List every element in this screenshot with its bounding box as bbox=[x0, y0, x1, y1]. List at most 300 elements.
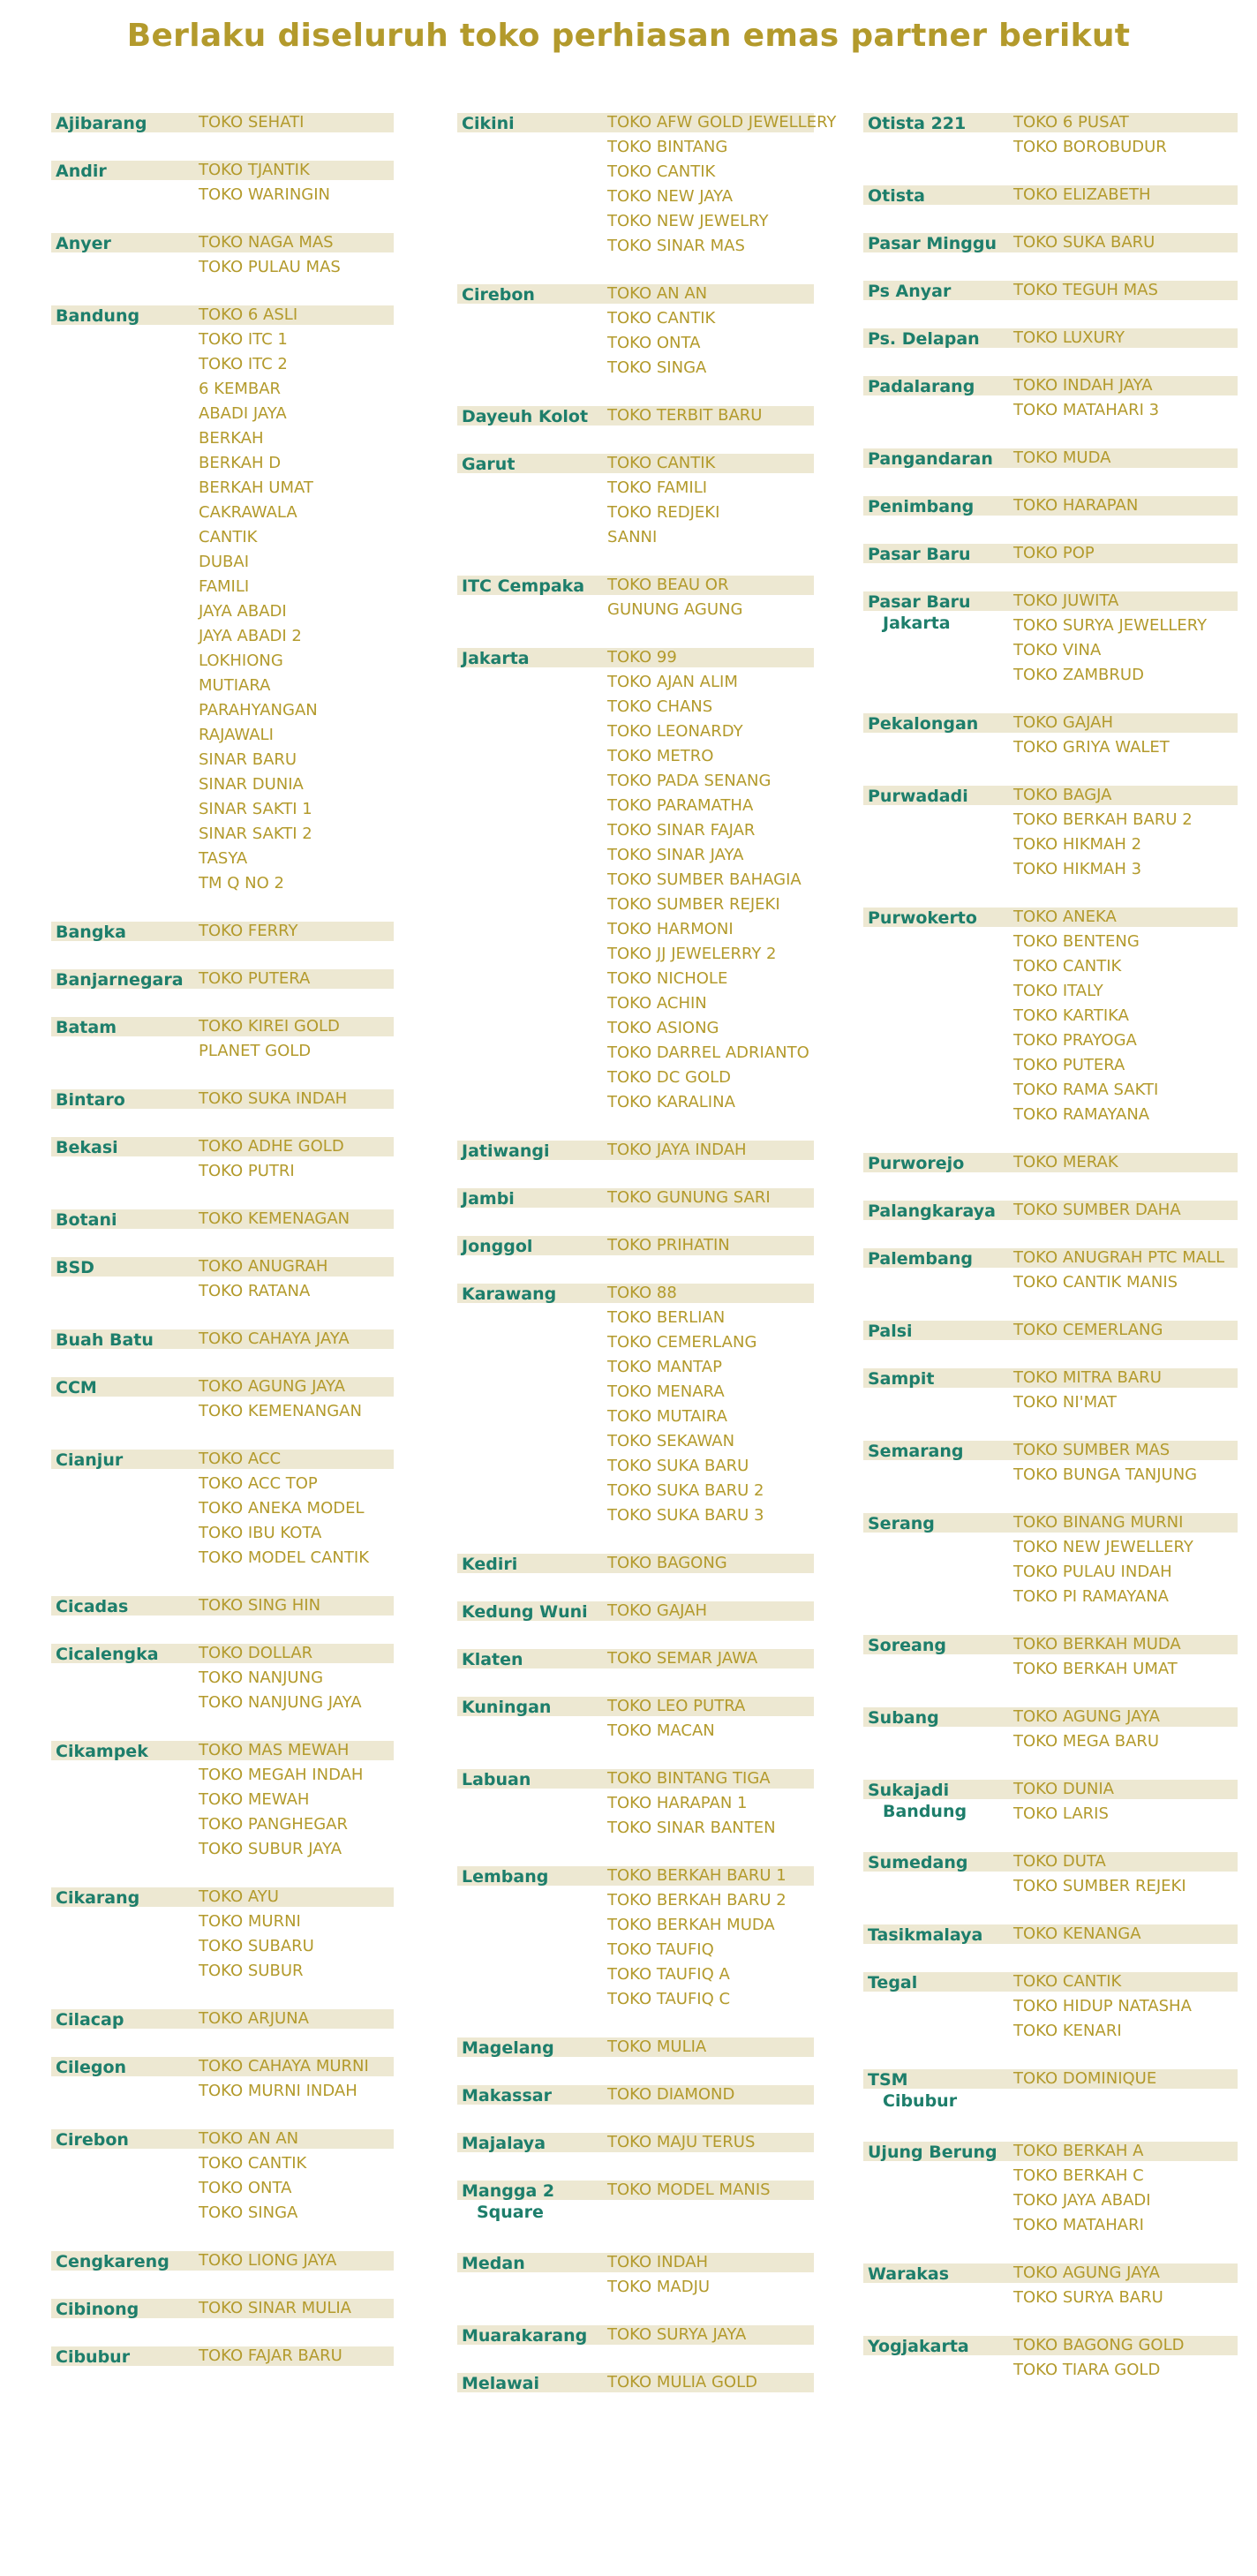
city-name: Purwokerto bbox=[868, 908, 977, 928]
store-list bbox=[1013, 233, 1155, 258]
store-name: TOKO TAUFIQ bbox=[607, 1940, 714, 1959]
store-name: TOKO KENANGA bbox=[1013, 1924, 1141, 1943]
store-name: TOKO MURNI bbox=[199, 1912, 301, 1931]
city-group bbox=[51, 1137, 394, 1186]
store-name: TOKO CEMERLANG bbox=[607, 1333, 757, 1352]
store-name: TOKO MITRA BARU bbox=[1013, 1368, 1162, 1387]
store-name: TOKO METRO bbox=[607, 747, 714, 765]
store-list bbox=[199, 1329, 350, 1354]
store-name: TOKO TEGUH MAS bbox=[1013, 281, 1158, 299]
store-name: TOKO ANUGRAH bbox=[199, 1257, 328, 1276]
city-group bbox=[51, 2057, 394, 2106]
city-group bbox=[51, 2299, 394, 2324]
store-name: TASYA bbox=[199, 849, 248, 868]
city-name: Ujung Berung bbox=[868, 2143, 997, 2162]
city-group bbox=[863, 713, 1238, 763]
store-name: TOKO PUTERA bbox=[1013, 1056, 1125, 1074]
store-name: TOKO MODEL MANIS bbox=[607, 2181, 771, 2199]
city-name: Dayeuh Kolot bbox=[462, 407, 589, 426]
city-name: Kedung Wuni bbox=[462, 1602, 588, 1622]
store-list bbox=[199, 1644, 362, 1718]
city-group bbox=[51, 305, 394, 899]
store-list bbox=[607, 1866, 787, 2015]
store-name: TOKO LARIS bbox=[1013, 1804, 1109, 1823]
city-name: Ps. Delapan bbox=[868, 329, 980, 349]
store-name: SINAR SAKTI 2 bbox=[199, 825, 312, 843]
store-list bbox=[199, 2057, 369, 2106]
store-name: TOKO SUKA INDAH bbox=[199, 1089, 348, 1108]
store-name: TOKO SURYA BARU bbox=[1013, 2288, 1163, 2307]
store-name: TOKO NAGA MAS bbox=[199, 233, 334, 252]
store-name: TOKO MADJU bbox=[607, 2278, 711, 2296]
city-name: Buah Batu bbox=[56, 1330, 154, 1350]
city-name: Cianjur bbox=[56, 1450, 124, 1470]
store-name: TOKO REDJEKI bbox=[607, 503, 720, 522]
city-group bbox=[457, 454, 814, 553]
store-name: TOKO BERKAH A bbox=[1013, 2142, 1144, 2160]
city-group bbox=[457, 1284, 814, 1531]
store-list bbox=[199, 305, 318, 899]
city-group bbox=[863, 1513, 1238, 1612]
city-group bbox=[51, 113, 394, 138]
store-name: TOKO AGUNG JAYA bbox=[199, 1377, 345, 1396]
store-name: TOKO NI'MAT bbox=[1013, 1393, 1118, 1412]
city-group bbox=[863, 908, 1238, 1130]
city-group bbox=[863, 233, 1238, 258]
store-name: TOKO ZAMBRUD bbox=[1013, 666, 1144, 684]
store-name: CAKRAWALA bbox=[199, 503, 297, 522]
store-name: TOKO NEW JAYA bbox=[607, 187, 734, 206]
city-group bbox=[863, 1852, 1238, 1902]
city-group bbox=[457, 2253, 814, 2302]
store-name: BERKAH UMAT bbox=[199, 478, 313, 497]
store-name: JAYA ABADI bbox=[199, 602, 287, 621]
city-name: Pasar Baru bbox=[868, 545, 971, 564]
city-name: Cirebon bbox=[56, 2130, 129, 2150]
city-group bbox=[457, 1601, 814, 1626]
city-group bbox=[51, 2129, 394, 2228]
city-name: Cikarang bbox=[56, 1888, 140, 1908]
city-name: Labuan bbox=[462, 1770, 531, 1789]
store-list bbox=[607, 1236, 730, 1261]
city-group bbox=[457, 1866, 814, 2015]
city-group bbox=[863, 1635, 1238, 1684]
store-name: TOKO SINGA bbox=[607, 358, 707, 377]
store-name: 6 KEMBAR bbox=[199, 380, 282, 398]
store-name: MUTIARA bbox=[199, 676, 271, 695]
city-group bbox=[51, 1089, 394, 1114]
store-name: TOKO AJAN ALIM bbox=[607, 673, 738, 691]
store-list bbox=[1013, 448, 1110, 473]
store-name: ABADI JAYA bbox=[199, 404, 287, 423]
city-group bbox=[51, 161, 394, 210]
store-name: TOKO ONTA bbox=[199, 2179, 292, 2197]
store-name: TOKO MATAHARI bbox=[1013, 2216, 1144, 2234]
city-group bbox=[863, 1780, 1238, 1829]
store-name: TOKO SURYA JAYA bbox=[607, 2325, 747, 2344]
store-name: TOKO ACC TOP bbox=[199, 1474, 318, 1493]
store-list bbox=[199, 1887, 314, 1986]
store-name: TOKO PANGHEGAR bbox=[199, 1815, 348, 1834]
store-list bbox=[1013, 1635, 1181, 1684]
store-name: TOKO SUMBER BAHAGIA bbox=[607, 870, 802, 889]
city-group bbox=[457, 2325, 814, 2350]
city-group bbox=[457, 1236, 814, 1261]
store-name: TOKO KARALINA bbox=[607, 1093, 735, 1111]
store-list bbox=[199, 969, 310, 994]
city-group bbox=[51, 1377, 394, 1427]
store-name: TOKO POP bbox=[1013, 544, 1095, 562]
city-name: Subang bbox=[868, 1708, 939, 1728]
city-name: Pasar Baru bbox=[868, 592, 971, 612]
store-name: TOKO LIONG JAYA bbox=[199, 2251, 337, 2270]
store-name: TOKO MACAN bbox=[607, 1721, 715, 1740]
store-name: TM Q NO 2 bbox=[199, 874, 284, 893]
city-name: Kediri bbox=[462, 1555, 518, 1574]
store-name: TOKO SURYA JEWELLERY bbox=[1013, 616, 1208, 635]
city-name: Soreang bbox=[868, 1636, 946, 1655]
city-name: Klaten bbox=[462, 1650, 523, 1669]
store-name: TOKO INDAH JAYA bbox=[1013, 376, 1153, 395]
store-name: TOKO SUKA BARU bbox=[1013, 233, 1155, 252]
store-name: TOKO SUKA BARU bbox=[607, 1457, 749, 1475]
store-name: TOKO SUMBER MAS bbox=[1013, 1441, 1170, 1459]
city-name: Karawang bbox=[462, 1284, 557, 1304]
city-name: Makassar bbox=[462, 2086, 552, 2105]
store-name: TOKO HIKMAH 2 bbox=[1013, 835, 1142, 854]
store-name: TOKO ACC bbox=[199, 1450, 282, 1468]
store-name: TOKO NANJUNG bbox=[199, 1668, 324, 1687]
store-list bbox=[199, 922, 297, 946]
store-name: TOKO BAGJA bbox=[1013, 786, 1112, 804]
store-name: PARAHYANGAN bbox=[199, 701, 318, 719]
city-name: Penimbang bbox=[868, 497, 975, 516]
store-name: TOKO FERRY bbox=[199, 922, 298, 940]
city-group bbox=[863, 113, 1238, 162]
store-name: TOKO SUKA BARU 2 bbox=[607, 1481, 764, 1500]
store-name: JAYA ABADI 2 bbox=[199, 627, 302, 645]
store-name: TOKO PRIHATIN bbox=[607, 1236, 730, 1254]
store-list bbox=[199, 1450, 369, 1573]
store-list bbox=[1013, 908, 1158, 1130]
city-group bbox=[457, 2133, 814, 2158]
city-name: Cilegon bbox=[56, 2058, 127, 2077]
store-name: TOKO KEMENAGAN bbox=[199, 1209, 350, 1228]
store-list bbox=[1013, 1441, 1197, 1490]
city-name: Palembang bbox=[868, 1249, 973, 1269]
store-name: TOKO BAGONG GOLD bbox=[1013, 2336, 1185, 2354]
store-name: TOKO GRIYA WALET bbox=[1013, 738, 1170, 757]
store-list bbox=[1013, 1972, 1192, 2046]
store-list bbox=[199, 2009, 309, 2034]
store-list bbox=[1013, 1852, 1186, 1902]
store-list bbox=[1013, 113, 1167, 162]
city-group bbox=[863, 1972, 1238, 2046]
city-name: Cibinong bbox=[56, 2300, 139, 2319]
store-name: TOKO RAMAYANA bbox=[1013, 1105, 1150, 1124]
store-list bbox=[607, 1141, 747, 1165]
store-name: TOKO DUTA bbox=[1013, 1852, 1106, 1871]
store-list bbox=[607, 1284, 764, 1531]
store-list bbox=[607, 406, 762, 431]
city-group bbox=[51, 922, 394, 946]
store-name: TOKO SUBARU bbox=[199, 1937, 314, 1955]
store-name: TOKO PUTRI bbox=[199, 1162, 295, 1180]
city-name: Ps Anyar bbox=[868, 282, 952, 301]
store-name: TOKO PULAU INDAH bbox=[1013, 1563, 1172, 1581]
store-name: TOKO HIDUP NATASHA bbox=[1013, 1997, 1192, 2015]
city-group bbox=[457, 1769, 814, 1843]
city-name: Purwadadi bbox=[868, 787, 968, 806]
city-group bbox=[51, 1887, 394, 1986]
city-name: Magelang bbox=[462, 2038, 554, 2058]
store-name: TOKO CANTIK bbox=[607, 454, 716, 472]
store-list bbox=[1013, 1924, 1141, 1949]
store-name: TOKO SINAR FAJAR bbox=[607, 821, 756, 840]
city-group bbox=[863, 496, 1238, 521]
store-name: TOKO ITC 1 bbox=[199, 330, 288, 349]
city-name: Cicalengka bbox=[56, 1645, 159, 1664]
city-name: Pasar Minggu bbox=[868, 234, 997, 253]
store-name: TOKO JJ JEWELERRY 2 bbox=[607, 945, 777, 963]
store-name: TOKO BENTENG bbox=[1013, 932, 1140, 951]
store-name: TOKO AGUNG JAYA bbox=[1013, 2263, 1160, 2282]
store-name: TOKO PI RAMAYANA bbox=[1013, 1587, 1169, 1606]
store-name: BERKAH bbox=[199, 429, 264, 448]
city-name: Cikini bbox=[462, 114, 515, 133]
city-name: Bintaro bbox=[56, 1090, 125, 1110]
city-name: Sukajadi bbox=[868, 1781, 950, 1800]
city-name: Serang bbox=[868, 1514, 935, 1533]
store-name: TOKO GUNUNG SARI bbox=[607, 1188, 771, 1207]
store-name: TOKO SEHATI bbox=[199, 113, 305, 132]
city-name-line2: Bandung bbox=[883, 1802, 967, 1821]
store-list bbox=[607, 2181, 771, 2205]
store-list bbox=[1013, 1707, 1160, 1757]
city-name: Otista bbox=[868, 186, 925, 206]
city-group bbox=[51, 1450, 394, 1573]
city-name-line2: Cibubur bbox=[883, 2091, 958, 2111]
store-list bbox=[1013, 2263, 1163, 2313]
store-name: TOKO BOROBUDUR bbox=[1013, 138, 1167, 156]
city-group bbox=[863, 448, 1238, 473]
store-name: TOKO 99 bbox=[607, 648, 677, 667]
store-list bbox=[1013, 1248, 1224, 1298]
city-group bbox=[457, 1697, 814, 1746]
store-list bbox=[199, 1017, 340, 1066]
city-group bbox=[863, 1321, 1238, 1345]
store-name: TOKO MEWAH bbox=[199, 1790, 310, 1809]
store-name: TOKO PADA SENANG bbox=[607, 772, 772, 790]
city-group bbox=[457, 2085, 814, 2110]
city-name: Sumedang bbox=[868, 1853, 968, 1872]
city-name: TSM bbox=[868, 2070, 908, 2090]
city-name: Cengkareng bbox=[56, 2252, 169, 2271]
store-name: SINAR SAKTI 1 bbox=[199, 800, 312, 818]
store-name: TOKO CHANS bbox=[607, 697, 713, 716]
city-name: Jatiwangi bbox=[462, 1141, 550, 1161]
store-name: PLANET GOLD bbox=[199, 1042, 312, 1060]
store-name: TOKO BINANG MURNI bbox=[1013, 1513, 1184, 1532]
store-name: TOKO MURNI INDAH bbox=[199, 2082, 358, 2100]
store-name: TOKO LEONARDY bbox=[607, 722, 743, 741]
store-name: TOKO MAS MEWAH bbox=[199, 1741, 350, 1759]
store-list bbox=[607, 2373, 757, 2398]
city-name: Batam bbox=[56, 1018, 117, 1037]
store-list bbox=[199, 1209, 350, 1234]
city-group bbox=[51, 2009, 394, 2034]
store-list bbox=[1013, 544, 1095, 569]
store-name: TOKO ACHIN bbox=[607, 994, 707, 1013]
store-list bbox=[199, 2251, 336, 2276]
city-group bbox=[863, 1368, 1238, 1418]
store-name: TOKO ELIZABETH bbox=[1013, 185, 1151, 204]
store-name: TOKO DIAMOND bbox=[607, 2085, 735, 2104]
store-name: TOKO ASIONG bbox=[607, 1019, 719, 1037]
city-name: Lembang bbox=[462, 1867, 549, 1887]
store-name: TOKO SUBUR JAYA bbox=[199, 1840, 342, 1858]
store-name: TOKO MEGAH INDAH bbox=[199, 1766, 364, 1784]
store-name: TOKO HIKMAH 3 bbox=[1013, 860, 1142, 878]
city-name: Mangga 2 bbox=[462, 2181, 555, 2201]
store-name: TOKO BERKAH BARU 2 bbox=[607, 1891, 787, 1909]
store-list bbox=[1013, 786, 1193, 885]
store-name: TOKO PULAU MAS bbox=[199, 258, 341, 276]
store-name: TOKO TAUFIQ A bbox=[607, 1965, 730, 1984]
store-name: TOKO BINTANG bbox=[607, 138, 728, 156]
city-name: Muarakarang bbox=[462, 2326, 588, 2346]
store-name: TOKO ONTA bbox=[607, 334, 701, 352]
store-name: TOKO BERKAH MUDA bbox=[607, 1916, 775, 1934]
store-name: TOKO BAGONG bbox=[607, 1554, 727, 1572]
store-name: TOKO RAMA SAKTI bbox=[1013, 1081, 1159, 1099]
store-name: TOKO BINTANG TIGA bbox=[607, 1769, 771, 1788]
store-name: TOKO BEAU OR bbox=[607, 576, 729, 594]
store-name: TOKO ANEKA MODEL bbox=[199, 1499, 365, 1518]
store-name: TOKO MULIA GOLD bbox=[607, 2373, 757, 2391]
store-list bbox=[1013, 328, 1125, 353]
store-name: TOKO BERLIAN bbox=[607, 1308, 726, 1327]
city-name: ITC Cempaka bbox=[462, 576, 585, 596]
store-name: TOKO ADHE GOLD bbox=[199, 1137, 344, 1156]
store-list bbox=[607, 2133, 755, 2158]
store-name: TOKO CANTIK bbox=[199, 2154, 307, 2173]
store-list bbox=[607, 2325, 746, 2350]
store-name: TOKO IBU KOTA bbox=[199, 1524, 322, 1542]
city-name: Banjarnegara bbox=[56, 970, 184, 990]
city-name: Pekalongan bbox=[868, 714, 979, 734]
store-name: TOKO KIREI GOLD bbox=[199, 1017, 340, 1036]
store-name: TOKO BUNGA TANJUNG bbox=[1013, 1465, 1198, 1484]
city-group bbox=[863, 2336, 1238, 2385]
city-name: Pangandaran bbox=[868, 449, 993, 469]
city-name: Padalarang bbox=[868, 377, 975, 396]
store-name: TOKO FAMILI bbox=[607, 478, 708, 497]
store-name: TOKO NANJUNG JAYA bbox=[199, 1693, 362, 1712]
store-list bbox=[607, 576, 742, 625]
store-name: TOKO NICHOLE bbox=[607, 969, 728, 988]
store-list bbox=[199, 161, 330, 210]
page-title: Berlaku diseluruh toko perhiasan emas partner berikut bbox=[126, 18, 1131, 54]
city-group bbox=[51, 1644, 394, 1718]
store-name: TOKO INDAH bbox=[607, 2253, 709, 2271]
city-group bbox=[863, 544, 1238, 569]
store-list bbox=[199, 113, 304, 138]
store-name: TOKO MUDA bbox=[1013, 448, 1111, 467]
store-name: TOKO HARMONI bbox=[607, 920, 734, 938]
store-name: TOKO JAYA ABADI bbox=[1013, 2191, 1151, 2210]
city-name: Cilacap bbox=[56, 2010, 124, 2030]
city-name: Medan bbox=[462, 2254, 525, 2273]
store-list bbox=[1013, 2142, 1151, 2241]
city-group bbox=[51, 2346, 394, 2371]
city-group bbox=[457, 1554, 814, 1578]
store-name: TOKO KEMENANGAN bbox=[199, 1402, 362, 1420]
store-name: TOKO TJANTIK bbox=[199, 161, 310, 179]
store-name: TOKO DOMINIQUE bbox=[1013, 2069, 1157, 2088]
store-list bbox=[1013, 1513, 1193, 1612]
store-list bbox=[607, 284, 715, 383]
city-group bbox=[457, 576, 814, 625]
city-group bbox=[457, 2037, 814, 2062]
city-name: Jambi bbox=[462, 1189, 515, 1209]
city-group bbox=[51, 1329, 394, 1354]
city-group bbox=[51, 1596, 394, 1621]
store-list bbox=[607, 113, 836, 261]
store-list bbox=[199, 2129, 306, 2228]
store-name: TOKO CANTIK bbox=[1013, 1972, 1122, 1991]
store-name: TOKO MULIA bbox=[607, 2037, 707, 2056]
city-group bbox=[863, 2142, 1238, 2241]
store-list bbox=[199, 233, 341, 282]
city-group bbox=[863, 281, 1238, 305]
store-name: TOKO SEMAR JAWA bbox=[607, 1649, 758, 1668]
store-list bbox=[607, 1554, 727, 1578]
store-name: TOKO SINAR MULIA bbox=[199, 2299, 351, 2317]
store-name: TOKO AGUNG JAYA bbox=[1013, 1707, 1160, 1726]
store-list bbox=[1013, 376, 1159, 426]
city-name: Kuningan bbox=[462, 1698, 552, 1717]
store-list bbox=[1013, 1201, 1181, 1225]
store-name: TOKO AN AN bbox=[199, 2129, 299, 2148]
city-name: Majalaya bbox=[462, 2134, 546, 2153]
store-list bbox=[1013, 1321, 1163, 1345]
store-name: TOKO SUBUR bbox=[199, 1962, 304, 1980]
city-name: BSD bbox=[56, 1258, 94, 1277]
store-name: TOKO ITALY bbox=[1013, 982, 1103, 1000]
store-name: TOKO PARAMATHA bbox=[607, 796, 754, 815]
store-name: TOKO TERBIT BARU bbox=[607, 406, 763, 425]
city-group bbox=[863, 376, 1238, 426]
store-name: TOKO CAHAYA JAYA bbox=[199, 1329, 350, 1348]
store-name: TOKO SUMBER REJEKI bbox=[607, 895, 780, 914]
store-list bbox=[607, 1601, 707, 1626]
store-name: TOKO MENARA bbox=[607, 1382, 725, 1401]
store-list bbox=[1013, 2336, 1184, 2385]
store-name: TOKO ITC 2 bbox=[199, 355, 288, 373]
store-name: TOKO NEW JEWELLERY bbox=[1013, 1538, 1193, 1556]
store-name: TOKO BERKAH C bbox=[1013, 2166, 1144, 2185]
city-group bbox=[457, 1141, 814, 1165]
store-name: TOKO 6 ASLI bbox=[199, 305, 298, 324]
store-list bbox=[607, 2085, 734, 2110]
city-name: Palsi bbox=[868, 1322, 913, 1341]
store-list bbox=[1013, 1780, 1114, 1829]
city-name: Cicadas bbox=[56, 1597, 129, 1616]
store-name: TOKO AFW GOLD JEWELLERY bbox=[607, 113, 837, 132]
store-list bbox=[607, 454, 719, 553]
store-name: LOKHIONG bbox=[199, 652, 283, 670]
